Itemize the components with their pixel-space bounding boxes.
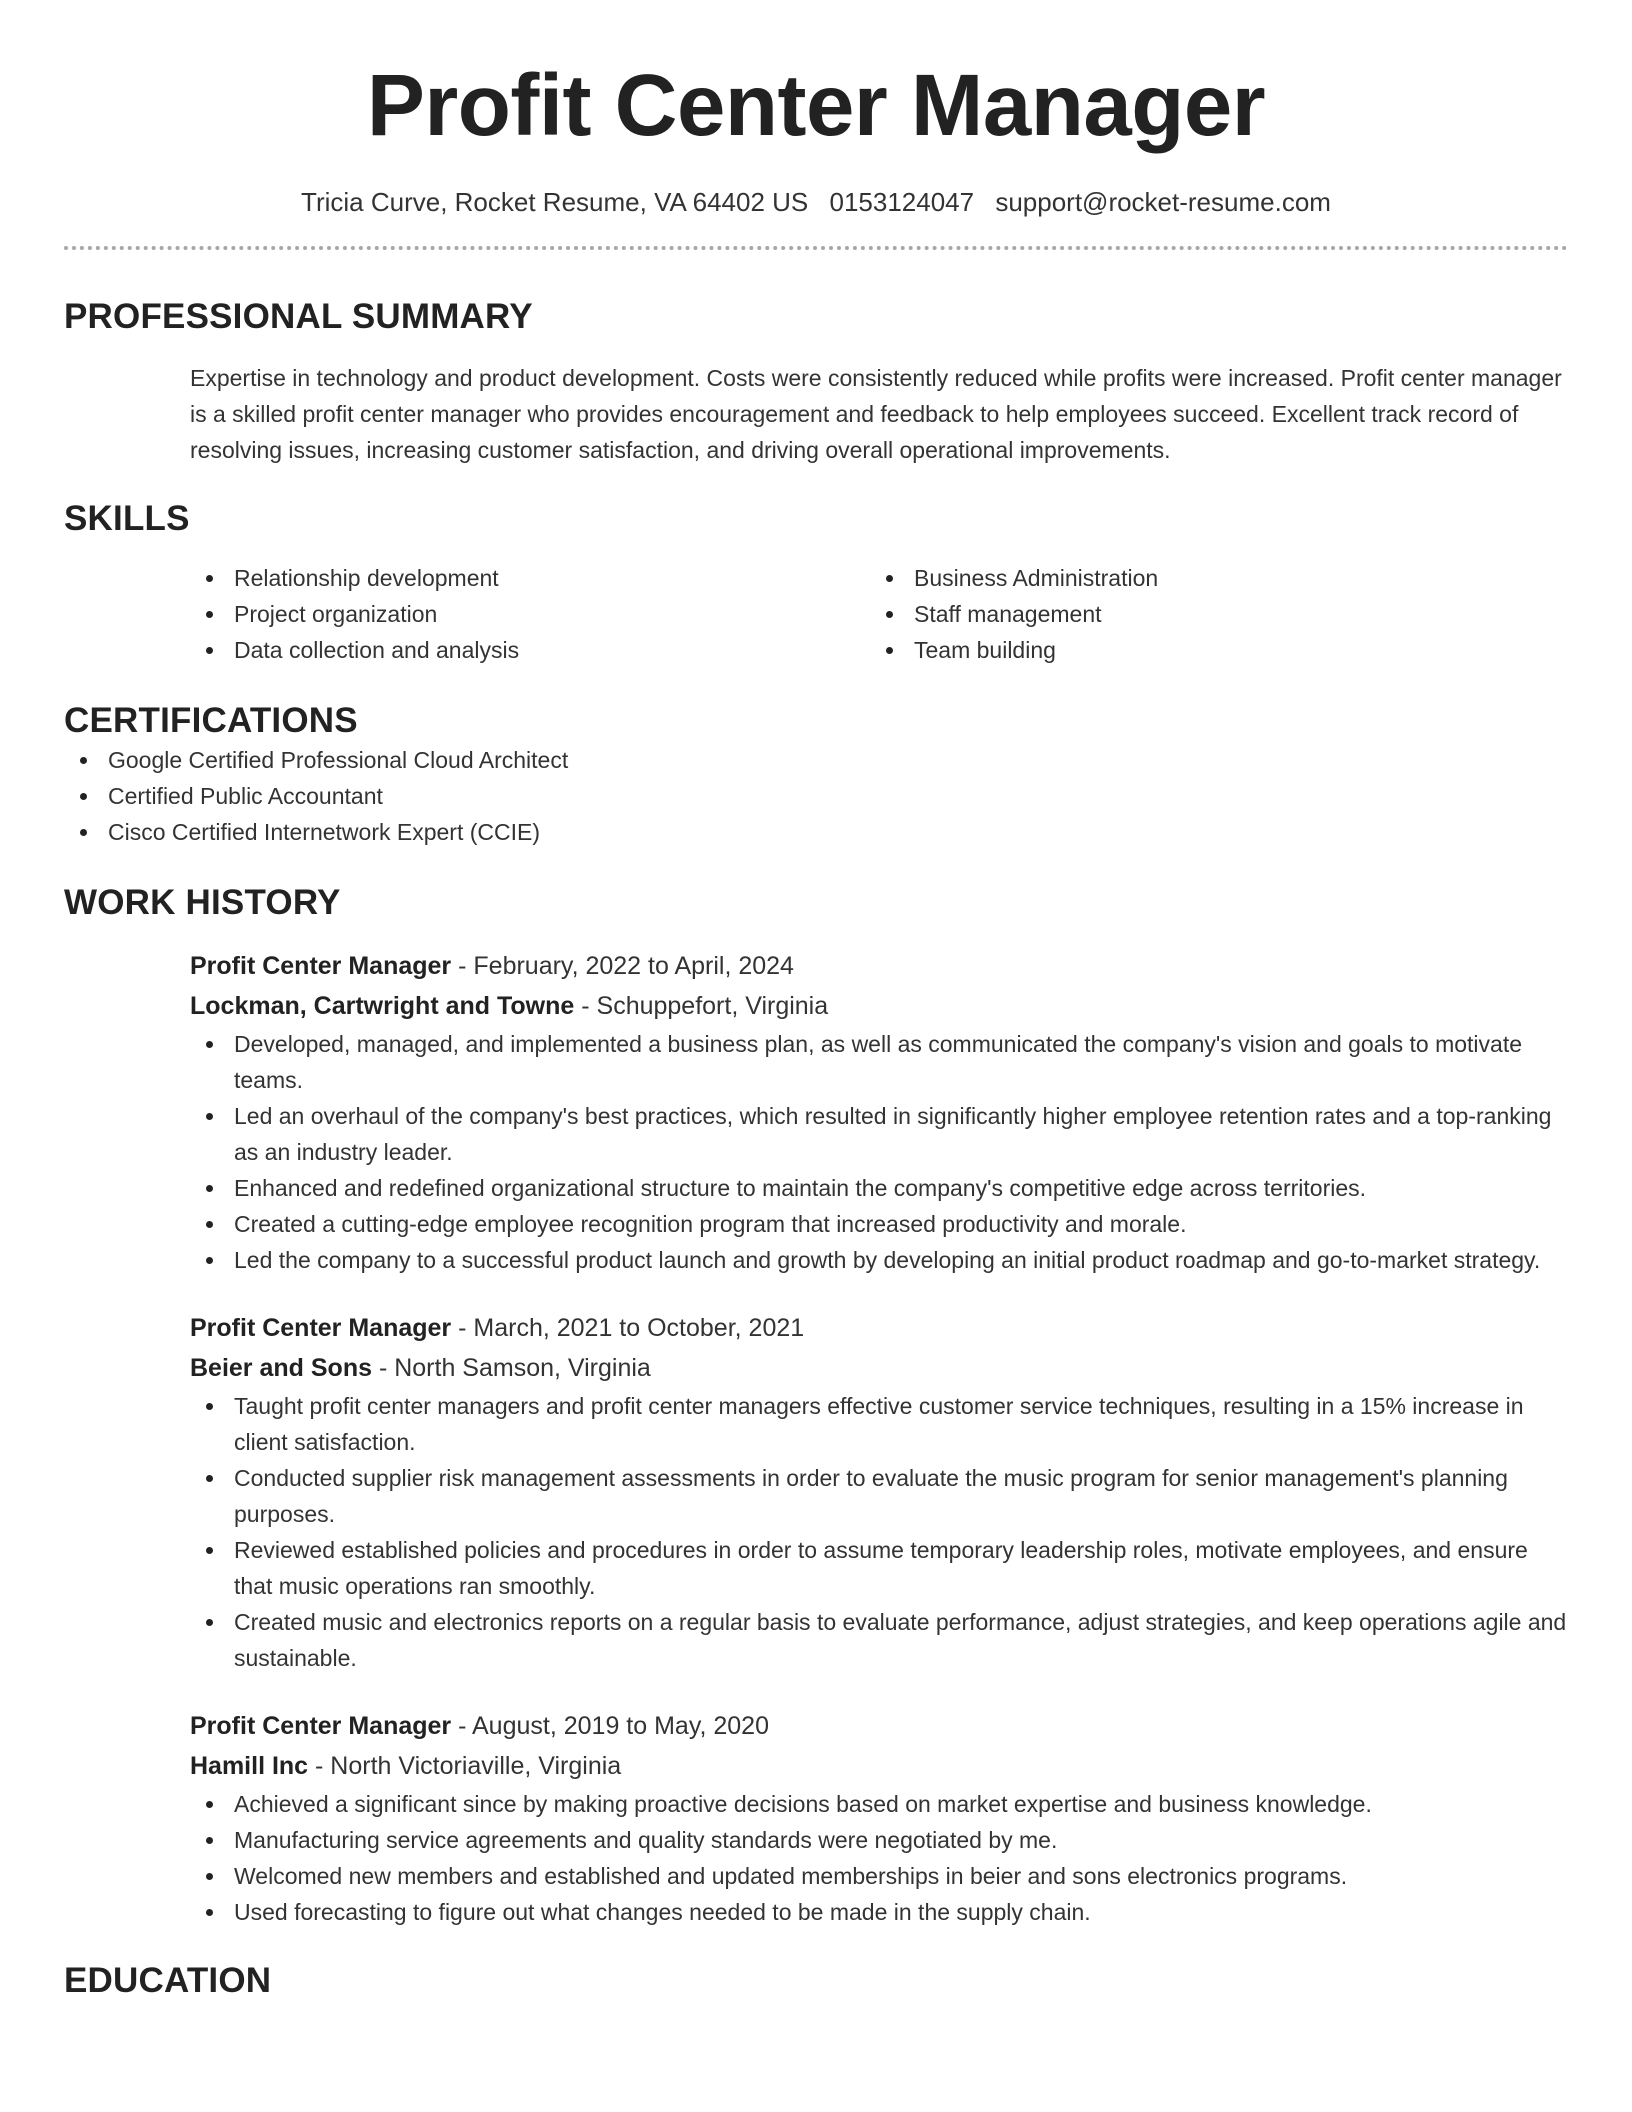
job-bullet: Used forecasting to figure out what changes needed to be made in the supply chain. bbox=[190, 1894, 1568, 1930]
skill-item: Team building bbox=[870, 632, 1550, 668]
job-company: Lockman, Cartwright and Towne bbox=[190, 992, 575, 1020]
job-bullet: Developed, managed, and implemented a business plan, as well as communicated the company's vision and goals to motivate teams. bbox=[190, 1026, 1568, 1098]
work-history-heading: WORK HISTORY bbox=[64, 883, 341, 922]
job-title-line bbox=[190, 1706, 1568, 1746]
job-dates: - March, 2021 to October, 2021 bbox=[451, 1314, 805, 1342]
job-title-line bbox=[190, 1308, 1568, 1348]
section-skills bbox=[64, 498, 1568, 668]
job-location: - North Victoriaville, Virginia bbox=[308, 1752, 622, 1780]
job-bullet: Taught profit center managers and profit center managers effective customer service techniques, resulting in a 15% increase in client satisfaction. bbox=[190, 1388, 1568, 1460]
contact-address: Tricia Curve, Rocket Resume, VA 64402 US bbox=[301, 187, 809, 217]
contact-line bbox=[64, 184, 1568, 220]
job-bullet: Achieved a significant since by making proactive decisions based on market expertise and business knowledge. bbox=[190, 1786, 1568, 1822]
job-bullets bbox=[190, 1786, 1568, 1930]
skills-column-left bbox=[190, 560, 870, 668]
skills-column-right bbox=[870, 560, 1550, 668]
job-dates: - February, 2022 to April, 2024 bbox=[451, 952, 794, 980]
job-company-line bbox=[190, 1348, 1568, 1388]
summary-heading: PROFESSIONAL SUMMARY bbox=[64, 297, 533, 336]
skills-list-right bbox=[870, 560, 1550, 668]
job-location: - North Samson, Virginia bbox=[372, 1354, 651, 1382]
job-location: - Schuppefort, Virginia bbox=[574, 992, 829, 1020]
job-company-line bbox=[190, 1746, 1568, 1786]
job-bullet: Created music and electronics reports on a regular basis to evaluate performance, adjust strategies, and keep operations agile and sustainable. bbox=[190, 1604, 1568, 1676]
job-bullet: Welcomed new members and established and updated memberships in beier and sons electronics programs. bbox=[190, 1858, 1568, 1894]
job-bullet: Reviewed established policies and procedures in order to assume temporary leadership roles, motivate employees, and ensure that music operations ran smoothly. bbox=[190, 1532, 1568, 1604]
header-divider bbox=[64, 246, 1568, 250]
section-summary bbox=[64, 296, 1568, 468]
skills-heading: SKILLS bbox=[64, 499, 190, 538]
skill-item: Data collection and analysis bbox=[190, 632, 870, 668]
skill-item: Relationship development bbox=[190, 560, 870, 596]
job-company-line bbox=[190, 986, 1568, 1026]
job-title-line bbox=[190, 946, 1568, 986]
skills-list-left bbox=[190, 560, 870, 668]
certifications-heading: CERTIFICATIONS bbox=[64, 701, 358, 740]
job-bullets bbox=[190, 1026, 1568, 1278]
job-entry bbox=[190, 946, 1568, 1278]
job-role: Profit Center Manager bbox=[190, 1314, 452, 1342]
section-education bbox=[64, 1960, 1568, 2002]
education-heading: EDUCATION bbox=[64, 1961, 272, 2000]
job-bullet: Enhanced and redefined organizational structure to maintain the company's competitive edge across territories. bbox=[190, 1170, 1568, 1206]
job-bullet: Manufacturing service agreements and quality standards were negotiated by me. bbox=[190, 1822, 1568, 1858]
job-entry bbox=[190, 1706, 1568, 1930]
job-bullet: Created a cutting-edge employee recognition program that increased productivity and morale. bbox=[190, 1206, 1568, 1242]
resume-title: Profit Center Manager bbox=[366, 57, 1266, 154]
job-role: Profit Center Manager bbox=[190, 952, 452, 980]
job-bullet: Led the company to a successful product launch and growth by developing an initial product roadmap and go-to-market strategy. bbox=[190, 1242, 1568, 1278]
contact-phone: 0153124047 bbox=[829, 187, 975, 217]
resume-page bbox=[64, 0, 1568, 2002]
certification-item: Google Certified Professional Cloud Architect bbox=[64, 742, 1568, 778]
contact-email: support@rocket-resume.com bbox=[995, 187, 1331, 217]
section-certifications bbox=[64, 700, 1568, 850]
job-role: Profit Center Manager bbox=[190, 1712, 452, 1740]
certification-item: Cisco Certified Internetwork Expert (CCIE) bbox=[64, 814, 1568, 850]
job-entry bbox=[190, 1308, 1568, 1676]
job-bullet: Led an overhaul of the company's best practices, which resulted in significantly higher employee retention rates and a top-ranking as an industry leader. bbox=[190, 1098, 1568, 1170]
skill-item: Business Administration bbox=[870, 560, 1550, 596]
section-work-history bbox=[64, 882, 1568, 1930]
job-company: Beier and Sons bbox=[190, 1354, 372, 1382]
skills-columns bbox=[190, 560, 1568, 668]
job-company: Hamill Inc bbox=[190, 1752, 309, 1780]
skill-item: Project organization bbox=[190, 596, 870, 632]
job-dates: - August, 2019 to May, 2020 bbox=[451, 1712, 769, 1740]
certifications-list bbox=[64, 742, 1568, 850]
summary-text: Expertise in technology and product development. Costs were consistently reduced while profits were increased. Profit center manager is a skilled profit center manager who provides encouragement and feedback to help employees succeed. Excellent track record of resolving issues, increasing customer satisfaction, and driving overall operational improvements. bbox=[190, 365, 1562, 463]
job-bullet: Conducted supplier risk management assessments in order to evaluate the music program for senior management's planning purposes. bbox=[190, 1460, 1568, 1532]
job-bullets bbox=[190, 1388, 1568, 1676]
skill-item: Staff management bbox=[870, 596, 1550, 632]
certification-item: Certified Public Accountant bbox=[64, 778, 1568, 814]
